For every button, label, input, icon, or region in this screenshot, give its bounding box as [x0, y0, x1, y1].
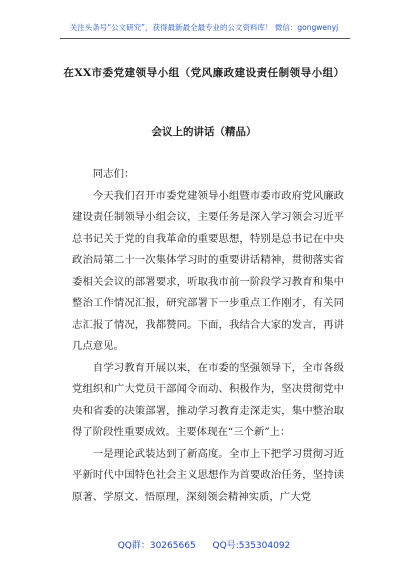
- footer-qq-number: QQ号:535304092: [212, 541, 291, 551]
- paragraph: 一是理论武装达到了新高度。全市上下把学习贯彻习近平新时代中国特色社会主义思想作为首要政治任务，坚持读原著、学原文、悟原理，深刻领会精神实质，广大党: [72, 447, 344, 503]
- document-title: 在XX市委党建领导小组（党风廉政建设责任制领导小组）: [63, 67, 345, 79]
- header-divider: [60, 38, 350, 39]
- document-body: [72, 164, 344, 508]
- paragraph: 自学习教育开展以来，在市委的坚强领导下，全市各级党组织和广大党员干部闻令而动、积极作为，坚决贯彻党中央和省委的决策部署，推动学习教育走深走实，集中整治取得了阶段性重要成效。主要体现在“三个新”上：: [72, 361, 344, 438]
- salutation: 同志们：: [92, 168, 135, 180]
- document-subtitle: 会议上的讲话（精品）: [151, 126, 257, 138]
- footer: [0, 538, 408, 551]
- header-banner: 关注头条号“公文研究”，获得最新最全最专业的公文资料库！ 微信：gongwenyj: [69, 23, 339, 32]
- footer-qq-group: QQ群：30265665: [117, 541, 196, 551]
- paragraph: 今天我们召开市委党建领导小组暨市委市政府党风廉政建设责任制领导小组会议，主要任务是深入学习领会习近平总书记关于党的自我革命的重要思想，特别是总书记在中央政治局第二十一次集体学习时的重要讲话精神，贯彻落实省委相关会议的部署要求，听取我市前一阶段学习教育和集中整治工作情况汇报，研究部署下一步重点工作刚才，有关同志汇报了情况，我都赞同。下面，我结合大家的发言，再讲几点意见。: [72, 189, 344, 352]
